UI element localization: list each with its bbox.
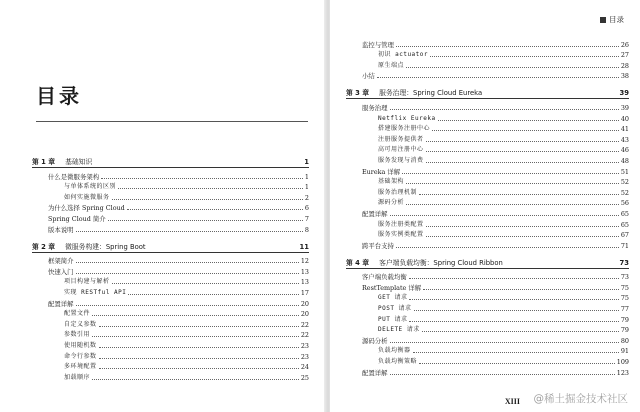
toc-subsection-row[interactable] xyxy=(346,292,629,303)
leader-dots xyxy=(406,67,619,68)
toc-entry-label: 配置详解 xyxy=(362,368,388,377)
running-head xyxy=(600,14,624,25)
toc-page-number: 41 xyxy=(620,125,629,134)
toc-subsection-row[interactable] xyxy=(346,133,629,144)
toc-entry-label: 原生端点 xyxy=(378,61,405,69)
toc-subsection-row[interactable] xyxy=(346,49,629,60)
toc-page-number: 52 xyxy=(620,178,629,187)
leader-dots xyxy=(426,141,619,142)
leader-dots xyxy=(419,194,619,195)
chapter-heading xyxy=(32,243,146,251)
leader-dots xyxy=(118,188,303,189)
right-page xyxy=(330,0,640,412)
toc-page-number: 123 xyxy=(616,368,629,377)
toc-section-row[interactable] xyxy=(32,265,309,276)
toc-section-row[interactable] xyxy=(32,170,309,181)
toc-chapter-row[interactable] xyxy=(346,85,629,99)
toc-page-number: 65 xyxy=(620,209,629,218)
chapter-heading xyxy=(346,89,482,97)
toc-page-number: 22 xyxy=(300,320,309,329)
toc-subsection-row[interactable] xyxy=(346,313,629,324)
toc-subsection-row[interactable] xyxy=(346,144,629,155)
toc-entry-label: 负载均衡策略 xyxy=(378,358,418,366)
leader-dots xyxy=(92,379,299,380)
toc-page-number: 1 xyxy=(304,183,309,192)
leader-dots xyxy=(414,310,619,311)
toc-entry-label: 参数引用 xyxy=(64,331,91,339)
toc-entry-label: 服务治理 xyxy=(362,103,388,112)
toc-page-number: 12 xyxy=(300,257,309,266)
toc-page-number: 6 xyxy=(304,204,309,213)
toc-entry-label: 初识 actuator xyxy=(378,51,429,59)
toc-page-number: 11 xyxy=(299,242,309,251)
toc-page-number: 51 xyxy=(620,167,629,176)
leader-dots xyxy=(419,363,615,364)
toc-entry-label: Eureka 详解 xyxy=(362,167,401,176)
toc-page-number: 40 xyxy=(620,114,629,123)
toc-subsection-row[interactable] xyxy=(32,191,309,202)
toc-subsection-row[interactable] xyxy=(32,371,309,382)
toc-entry-label: 服务治理机制 xyxy=(378,188,418,196)
toc-entry-label: POST 请求 xyxy=(378,305,412,313)
chapter-number: 第 4 章 xyxy=(346,258,370,267)
toc-subsection-row[interactable] xyxy=(346,123,629,134)
title-rule xyxy=(36,121,308,122)
toc-entry-label: 命令行参数 xyxy=(64,352,97,360)
toc-entry-label: 加载顺序 xyxy=(64,373,91,381)
leader-dots xyxy=(390,109,619,110)
toc-entry-label: GET 请求 xyxy=(378,294,408,302)
toc-page-number: 23 xyxy=(300,341,309,350)
toc-subsection-row[interactable] xyxy=(32,308,309,319)
toc-page-number: 91 xyxy=(620,347,629,356)
running-head-label: 目录 xyxy=(609,15,624,24)
toc-section-row[interactable] xyxy=(346,101,629,112)
toc-entry-label: DELETE 请求 xyxy=(378,326,420,334)
toc-subsection-row[interactable] xyxy=(346,176,629,187)
chapter-number: 第 2 章 xyxy=(32,242,56,251)
leader-dots xyxy=(432,130,619,131)
toc-page-number: 1 xyxy=(304,172,309,181)
leader-dots xyxy=(377,77,619,78)
toc-section-row[interactable] xyxy=(346,165,629,176)
leader-dots xyxy=(409,321,618,322)
chapter-title: 服务治理：Spring Cloud Eureka xyxy=(379,89,483,98)
toc-section-row[interactable] xyxy=(346,271,629,282)
toc-page-number: 77 xyxy=(620,305,629,314)
toc-entry-label: 高可用注册中心 xyxy=(378,146,424,154)
toc-entry-label: 客户端负载均衡 xyxy=(362,273,407,282)
leader-dots xyxy=(99,368,299,369)
toc-entry-label: PUT 请求 xyxy=(378,315,408,323)
page-title: 目录 xyxy=(36,84,82,108)
toc-page-number: 28 xyxy=(620,61,629,70)
toc-subsection-row[interactable] xyxy=(346,112,629,123)
toc-entry-label: 为什么选择 Spring Cloud xyxy=(48,204,125,213)
toc-entry-label: 自定义参数 xyxy=(64,320,97,328)
toc-entry-label: 服务实例类配置 xyxy=(378,231,424,239)
toc-page-number: 7 xyxy=(304,214,309,223)
toc-subsection-row[interactable] xyxy=(346,218,629,229)
leader-dots xyxy=(101,178,303,179)
leader-dots xyxy=(390,342,619,343)
leader-dots xyxy=(92,336,299,337)
toc-subsection-row[interactable] xyxy=(346,59,629,70)
chapter-title: 客户端负载均衡：Spring Cloud Ribbon xyxy=(379,258,503,267)
leader-dots xyxy=(108,220,303,221)
leader-dots xyxy=(112,283,299,284)
toc-entry-label: 搭建服务注册中心 xyxy=(378,125,431,133)
leader-dots xyxy=(148,248,298,249)
toc-subsection-row[interactable] xyxy=(346,197,629,208)
toc-page-number: 22 xyxy=(300,331,309,340)
leader-dots xyxy=(409,299,618,300)
toc-page-number: 75 xyxy=(620,294,629,303)
toc-page-number: 56 xyxy=(620,199,629,208)
toc-entry-label: 框架简介 xyxy=(48,257,74,266)
toc-subsection-row[interactable] xyxy=(346,154,629,165)
toc-page-number: 20 xyxy=(300,299,309,308)
toc-page-number: 67 xyxy=(620,231,629,240)
toc-page-number: 38 xyxy=(620,72,629,81)
toc-section-row[interactable] xyxy=(346,207,629,218)
toc-page-number: 73 xyxy=(620,273,629,282)
toc-entry-label: 监控与管理 xyxy=(362,40,394,49)
toc-page-number: 48 xyxy=(620,156,629,165)
toc-page-number: 24 xyxy=(300,363,309,372)
leader-dots xyxy=(409,278,619,279)
chapter-number: 第 3 章 xyxy=(346,89,370,98)
square-bullet-icon xyxy=(600,17,606,23)
toc-subsection-row[interactable] xyxy=(32,276,309,287)
leader-dots xyxy=(92,315,299,316)
toc-chapter-row[interactable] xyxy=(32,154,309,168)
toc-page-number: 52 xyxy=(620,188,629,197)
toc-entry-label: 如何实施微服务 xyxy=(64,193,110,201)
leader-dots xyxy=(406,183,619,184)
toc-page-number: 39 xyxy=(619,89,629,98)
leader-dots xyxy=(390,215,619,216)
toc-entry-label: 与单体系统的区别 xyxy=(64,183,117,191)
toc-entry-label: 服务注册类配置 xyxy=(378,220,424,228)
toc-page-number: 1 xyxy=(304,158,309,166)
leader-dots xyxy=(406,204,619,205)
toc-entry-label: 使用随机数 xyxy=(64,341,97,349)
toc-entry-label: 快速入门 xyxy=(48,267,74,276)
leader-dots xyxy=(413,352,619,353)
toc-page-number: 73 xyxy=(619,258,629,267)
toc-entry-label: 源码分析 xyxy=(362,336,388,345)
toc-page-number: 2 xyxy=(304,193,309,202)
leader-dots xyxy=(76,262,299,263)
leader-dots xyxy=(484,94,617,95)
toc-subsection-row[interactable] xyxy=(346,345,629,356)
toc-subsection-row[interactable] xyxy=(346,302,629,313)
leader-dots xyxy=(426,162,619,163)
toc-subsection-row[interactable] xyxy=(32,318,309,329)
page-number: XIII xyxy=(504,397,520,406)
toc-entry-label: Spring Cloud 简介 xyxy=(48,214,106,223)
leader-dots xyxy=(99,347,299,348)
leader-dots xyxy=(112,199,303,200)
toc-page-number: 79 xyxy=(620,315,629,324)
toc-page-number: 80 xyxy=(620,336,629,345)
toc-entry-label: 配置详解 xyxy=(48,299,74,308)
toc-list-left xyxy=(32,154,309,382)
leader-dots xyxy=(76,273,299,274)
toc-chapter-row[interactable] xyxy=(32,239,309,253)
leader-dots xyxy=(423,289,619,290)
toc-page-number: 65 xyxy=(620,220,629,229)
toc-subsection-row[interactable] xyxy=(32,339,309,350)
toc-entry-label: 基础架构 xyxy=(378,178,405,186)
toc-section-row[interactable] xyxy=(346,239,629,250)
toc-entry-label: Netflix Eureka xyxy=(378,114,436,122)
leader-dots xyxy=(94,163,302,164)
leader-dots xyxy=(430,56,619,57)
leader-dots xyxy=(76,231,303,232)
toc-subsection-row[interactable] xyxy=(32,350,309,361)
toc-page-number: 75 xyxy=(620,283,629,292)
toc-entry-label: 实现 RESTful API xyxy=(64,288,127,296)
toc-section-row[interactable] xyxy=(32,202,309,213)
leader-dots xyxy=(438,120,619,121)
leader-dots xyxy=(128,294,299,295)
toc-section-row[interactable] xyxy=(32,297,309,308)
toc-page-number: 26 xyxy=(620,40,629,49)
toc-page-number: 109 xyxy=(616,358,629,367)
toc-page-number: 17 xyxy=(300,288,309,297)
leader-dots xyxy=(76,305,299,306)
toc-entry-label: 多环境配置 xyxy=(64,363,97,371)
toc-section-row[interactable] xyxy=(32,223,309,234)
toc-entry-label: 服务发现与消费 xyxy=(378,156,424,164)
chapter-title: 基础知识 xyxy=(65,158,93,166)
toc-entry-label: 配置文件 xyxy=(64,310,91,318)
toc-subsection-row[interactable] xyxy=(32,361,309,372)
toc-subsection-row[interactable] xyxy=(346,229,629,240)
toc-subsection-row[interactable] xyxy=(346,186,629,197)
toc-page-number: 25 xyxy=(300,373,309,382)
toc-section-row[interactable] xyxy=(346,38,629,49)
leader-dots xyxy=(422,331,619,332)
toc-entry-label: 源码分析 xyxy=(378,199,405,207)
toc-page-number: 27 xyxy=(620,51,629,60)
leader-dots xyxy=(390,374,615,375)
toc-section-row[interactable] xyxy=(346,70,629,81)
toc-page-number: 46 xyxy=(620,146,629,155)
toc-subsection-row[interactable] xyxy=(32,286,309,297)
toc-entry-label: 版本说明 xyxy=(48,225,74,234)
toc-subsection-row[interactable] xyxy=(346,355,629,366)
leader-dots xyxy=(426,151,619,152)
toc-chapter-row[interactable] xyxy=(346,255,629,269)
toc-entry-label: 什么是微服务架构 xyxy=(48,172,100,181)
toc-entry-label: 注册服务提供者 xyxy=(378,135,424,143)
watermark: @稀土掘金技术社区 xyxy=(533,393,628,405)
leader-dots xyxy=(396,46,619,47)
toc-subsection-row[interactable] xyxy=(32,329,309,340)
toc-entry-label: 跨平台支持 xyxy=(362,241,394,250)
toc-entry-label: 项目构建与解析 xyxy=(64,278,110,286)
toc-page-number: 13 xyxy=(300,278,309,287)
leader-dots xyxy=(426,226,619,227)
leader-dots xyxy=(99,358,299,359)
toc-section-row[interactable] xyxy=(32,255,309,266)
toc-subsection-row[interactable] xyxy=(346,324,629,335)
leader-dots xyxy=(99,326,299,327)
toc-section-row[interactable] xyxy=(346,334,629,345)
toc-section-row[interactable] xyxy=(32,212,309,223)
toc-entry-label: 负载均衡器 xyxy=(378,347,411,355)
leader-dots xyxy=(426,236,619,237)
leader-dots xyxy=(396,247,619,248)
leader-dots xyxy=(505,264,618,265)
toc-page-number: 23 xyxy=(300,352,309,361)
toc-list-right xyxy=(346,38,629,377)
toc-page-number: 8 xyxy=(304,225,309,234)
toc-page-number: 13 xyxy=(300,267,309,276)
toc-entry-label: 小结 xyxy=(362,72,375,81)
toc-section-row[interactable] xyxy=(346,366,629,377)
toc-entry-label: 配置详解 xyxy=(362,209,388,218)
toc-subsection-row[interactable] xyxy=(32,181,309,192)
toc-section-row[interactable] xyxy=(346,281,629,292)
leader-dots xyxy=(402,173,619,174)
chapter-number: 第 1 章 xyxy=(32,158,56,166)
toc-page-number: 43 xyxy=(620,135,629,144)
chapter-title: 微服务构建：Spring Boot xyxy=(65,242,146,251)
chapter-heading xyxy=(32,158,92,166)
toc-page-number: 39 xyxy=(620,103,629,112)
toc-page-number: 71 xyxy=(620,241,629,250)
toc-entry-label: RestTemplate 详解 xyxy=(362,283,422,292)
toc-page-number: 20 xyxy=(300,310,309,319)
toc-page-number: 79 xyxy=(620,326,629,335)
chapter-heading xyxy=(346,259,503,267)
leader-dots xyxy=(127,209,303,210)
